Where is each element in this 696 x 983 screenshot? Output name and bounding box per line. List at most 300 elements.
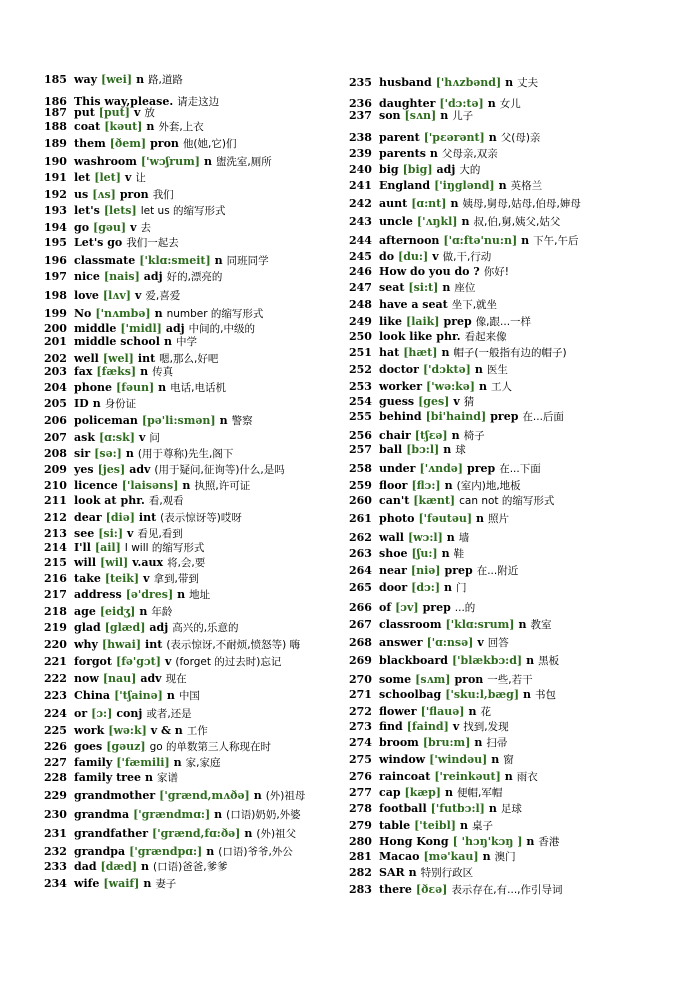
entry-number: 211 [44,494,67,507]
entry-meaning: 叔,伯,舅,姨父,姑父 [473,216,561,228]
entry-number: 190 [44,155,67,168]
entry-word: under [379,462,416,475]
entry-phonetic: [ail] [94,541,121,554]
entry-word: middle [74,322,117,335]
entry-phonetic: [ 'hɔŋ'kɔŋ ] [452,835,523,848]
entry-phonetic: [lʌv] [102,289,131,302]
entry-phonetic: [ðɛə] [415,883,448,896]
vocab-entry [44,740,271,754]
vocab-entry [44,771,178,785]
entry-part-of-speech: n [504,770,513,783]
entry-meaning: 年龄 [151,606,173,618]
entry-part-of-speech: adv [129,463,151,476]
entry-number: 263 [349,547,372,560]
entry-phonetic: ['ʌŋkl] [416,215,458,228]
entry-phonetic: [hwai] [101,638,142,651]
vocab-entry [349,688,556,702]
entry-number: 231 [44,827,67,840]
entry-part-of-speech: n [141,860,150,873]
entry-phonetic: [faind] [406,720,449,733]
vocab-entry [44,188,174,202]
entry-part-of-speech: adv [140,672,162,685]
entry-phonetic: ['klɑ:smeit] [139,254,211,267]
vocab-entry [44,236,179,250]
entry-word: there [379,883,412,896]
entry-word: now [74,672,99,685]
entry-word: broom [379,736,419,749]
entry-phonetic: ['grænd,fɑ:ðə] [152,827,241,840]
entry-number: 212 [44,511,67,524]
entry-part-of-speech: n [442,281,451,294]
entry-part-of-speech: n [146,120,155,133]
entry-number: 266 [349,601,372,614]
entry-meaning: 将,会,要 [167,557,206,569]
entry-number: 253 [349,380,372,393]
entry-meaning: 鞋 [453,548,465,560]
entry-part-of-speech: adj [143,270,163,283]
entry-number: 274 [349,736,372,749]
entry-word: take [74,572,101,585]
entry-part-of-speech: n [488,802,497,815]
entry-word: ID [74,397,89,410]
entry-number: 188 [44,120,67,133]
entry-part-of-speech: n [518,618,527,631]
vocab-entry [44,827,296,841]
entry-word: grandmother [74,789,156,802]
entry-phonetic: ['klɑ:srum] [445,618,515,631]
entry-number: 269 [349,654,372,667]
entry-number: 247 [349,281,372,294]
entry-number: 185 [44,73,67,86]
entry-number: 228 [44,771,67,784]
entry-part-of-speech: n [136,73,145,86]
entry-word: Macao [379,850,420,863]
entry-word: guess [379,395,415,408]
entry-number: 198 [44,289,67,302]
entry-meaning: can not 的缩写形式 [459,495,555,507]
vocab-entry [44,707,192,721]
entry-phonetic: [diə] [105,511,135,524]
entry-number: 210 [44,479,67,492]
entry-number: 199 [44,307,67,320]
entry-number: 219 [44,621,67,634]
entry-meaning: 英格兰 [510,180,543,192]
entry-meaning: 中国 [178,690,200,702]
entry-part-of-speech: conj [116,707,143,720]
vocab-entry [44,621,239,635]
entry-meaning: 澳门 [494,851,516,863]
vocab-entry [349,197,581,211]
entry-meaning: 看起来像 [464,331,507,343]
entry-phonetic: [sə:] [94,447,122,460]
entry-phonetic: [bɔ:l] [406,443,440,456]
entry-word: dad [74,860,97,873]
entry-part-of-speech: pron [454,673,484,686]
entry-phonetic: ['fæmili] [116,756,170,769]
entry-meaning: 丈夫 [517,77,539,89]
vocab-entry [349,109,473,123]
entry-part-of-speech: n [476,512,485,525]
entry-number: 194 [44,221,67,234]
entry-phonetic: [pə'li:smən] [141,414,216,427]
entry-part-of-speech: n [154,307,163,320]
entry-part-of-speech: adj [149,621,169,634]
entry-word: us [74,188,89,201]
entry-meaning: 我们 [152,189,174,201]
entry-phonetic: [mə'kau] [423,850,479,863]
vocab-entry [349,346,567,360]
entry-word: England [379,179,431,192]
entry-word: aunt [379,197,408,210]
entry-number: 280 [349,835,372,848]
entry-meaning: 做,干,行动 [442,251,492,263]
entry-part-of-speech: n [488,131,497,144]
entry-part-of-speech: n [482,850,491,863]
entry-meaning: 像,跟...一样 [475,316,532,328]
entry-part-of-speech: v [138,431,146,444]
entry-phonetic: [fæks] [96,365,137,378]
entry-meaning: (表示惊讶,不耐烦,愤怒等) 嗨 [166,639,301,651]
entry-number: 196 [44,254,67,267]
entry-meaning: 让 [135,172,146,184]
entry-word: some [379,673,412,686]
vocab-entry [349,429,485,443]
entry-word: glad [74,621,101,634]
entry-meaning: 高兴的,乐意的 [172,622,239,634]
entry-meaning: 身份证 [104,398,137,410]
vocab-entry [349,512,509,526]
entry-word: see [74,527,95,540]
vocab-entry [349,819,493,833]
entry-number: 273 [349,720,372,733]
entry-phonetic: [gəuz] [106,740,146,753]
entry-number: 275 [349,753,372,766]
entry-part-of-speech: n [206,845,215,858]
entry-number: 197 [44,270,67,283]
entry-part-of-speech: v [143,572,150,585]
vocab-entry [44,463,285,477]
entry-number: 195 [44,236,67,249]
entry-number: 262 [349,531,372,544]
entry-meaning: 大的 [459,164,481,176]
entry-part-of-speech: n [498,179,507,192]
entry-part-of-speech: prep [467,462,496,475]
entry-word: No [74,307,92,320]
vocab-entry [349,883,563,897]
entry-number: 202 [44,352,67,365]
entry-number: 242 [349,197,372,210]
entry-phonetic: ['grændmɑ:] [133,808,211,821]
entry-word: classroom [379,618,442,631]
vocab-entry [44,655,281,669]
entry-number: 272 [349,705,372,718]
entry-meaning: number 的缩写形式 [166,308,264,320]
entry-part-of-speech: n [253,789,262,802]
entry-phonetic: [hæt] [403,346,438,359]
entry-number: 283 [349,883,372,896]
entry-part-of-speech: v [452,720,460,733]
vocab-entry [44,352,218,366]
entry-number: 213 [44,527,67,540]
entry-number: 220 [44,638,67,651]
entry-number: 255 [349,410,372,423]
vocab-entry [349,380,512,394]
entry-meaning: 回答 [487,637,509,649]
entry-meaning: 在...附近 [476,565,519,577]
entry-number: 281 [349,850,372,863]
entry-part-of-speech: n [446,531,455,544]
entry-word: Let's go [74,236,123,249]
entry-part-of-speech: n [440,109,449,122]
entry-word: afternoon [379,234,440,247]
entry-word: licence [74,479,118,492]
entry-part-of-speech: n [505,76,514,89]
entry-part-of-speech: n [526,654,535,667]
entry-phonetic: [laik] [405,315,440,328]
entry-number: 209 [44,463,67,476]
entry-word: or [74,707,88,720]
entry-phonetic: ['sku:l,bæg] [445,688,520,701]
entry-number: 205 [44,397,67,410]
entry-part-of-speech: n [408,866,417,879]
entry-phonetic: [bi'haind] [425,410,487,423]
entry-word: blackboard [379,654,448,667]
entry-word: behind [379,410,422,423]
entry-phonetic: [ʌs] [92,188,116,201]
entry-meaning: 警察 [231,415,253,427]
entry-word: answer [379,636,423,649]
entry-phonetic: [sʌn] [404,109,437,122]
entry-meaning: 中间的,中级的 [188,323,256,335]
entry-number: 192 [44,188,67,201]
entry-number: 261 [349,512,372,525]
entry-part-of-speech: v.aux [132,556,164,569]
entry-meaning: 请走这边 [177,96,220,108]
entry-meaning: 椅子 [463,430,485,442]
entry-phonetic: ['futbɔ:l] [430,802,485,815]
entry-number: 227 [44,756,67,769]
entry-part-of-speech: n [166,689,175,702]
entry-phonetic: ['grændpɑ:] [129,845,203,858]
entry-part-of-speech: adj [165,322,185,335]
entry-word: floor [379,479,408,492]
entry-number: 236 [349,97,372,110]
entry-number: 230 [44,808,67,821]
entry-phonetic: [put] [98,106,130,119]
entry-word: let's [74,204,100,217]
entry-word: window [379,753,426,766]
entry-part-of-speech: n [177,588,186,601]
entry-meaning: ...的 [454,602,476,614]
entry-word: This way,please. [74,95,174,108]
entry-phonetic: [wil] [100,556,129,569]
entry-phonetic: [sʌm] [415,673,451,686]
entry-phonetic: [si:t] [408,281,439,294]
entry-word: chair [379,429,411,442]
entry-word: yes [74,463,94,476]
entry-number: 235 [349,76,372,89]
entry-phonetic: [big] [402,163,433,176]
entry-meaning: 便帽,军帽 [456,787,503,799]
entry-part-of-speech: n [441,547,450,560]
entry-number: 225 [44,724,67,737]
vocab-entry [349,179,542,193]
entry-meaning: 女儿 [499,98,521,110]
entry-number: 249 [349,315,372,328]
entry-part-of-speech: n [450,197,459,210]
entry-meaning: 地址 [189,589,211,601]
vocab-entry [44,73,183,87]
entry-meaning: (forget 的过去时)忘记 [175,656,282,668]
entry-phonetic: [glæd] [104,621,146,634]
entry-phonetic: ['windəu] [429,753,488,766]
entry-meaning: 路,道路 [148,74,183,86]
entry-part-of-speech: n [461,215,470,228]
entry-phonetic: [lets] [103,204,137,217]
entry-part-of-speech: n [139,605,148,618]
vocab-entry [349,215,560,229]
entry-meaning: I will 的缩写形式 [124,542,205,554]
entry-word: have a seat [379,298,448,311]
entry-phonetic: ['fəutəu] [418,512,473,525]
entry-word: near [379,564,407,577]
entry-part-of-speech: prep [422,601,451,614]
entry-part-of-speech: n [487,97,496,110]
entry-meaning: 外套,上衣 [158,121,204,133]
entry-part-of-speech: v [130,221,137,234]
entry-meaning: 下午,午后 [533,235,579,247]
entry-phonetic: ['hʌzbənd] [435,76,502,89]
entry-word: daughter [379,97,436,110]
vocab-entry [349,581,467,595]
entry-number: 248 [349,298,372,311]
entry-part-of-speech: v [477,636,484,649]
entry-meaning: (室内)地,地板 [456,480,521,492]
vocab-entry [44,494,184,508]
vocab-entry [349,494,554,508]
entry-meaning: (外)祖父 [256,828,297,840]
entry-word: parent [379,131,420,144]
entry-meaning: 现在 [165,673,187,685]
entry-word: door [379,581,408,594]
vocab-entry [349,786,502,800]
entry-phonetic: [ɑ:sk] [98,431,135,444]
entry-number: 258 [349,462,372,475]
vocab-entry [44,322,255,336]
vocab-entry [44,137,236,151]
entry-word: worker [379,380,423,393]
entry-part-of-speech: v [127,527,134,540]
entry-word: them [74,137,106,150]
vocab-entry [44,254,269,268]
entry-word: family tree [74,771,141,784]
entry-part-of-speech: n [474,736,483,749]
vocab-entry [44,724,208,738]
entry-part-of-speech: n [478,380,487,393]
vocab-entry [44,447,233,461]
entry-number: 238 [349,131,372,144]
entry-part-of-speech: n [143,877,152,890]
entry-part-of-speech: phr. [120,494,145,507]
entry-meaning: 中学 [175,336,197,348]
entry-part-of-speech: n [219,414,228,427]
entry-word: football [379,802,427,815]
entry-meaning: 好的,漂亮的 [166,271,223,283]
entry-number: 245 [349,250,372,263]
vocab-entry [349,564,518,578]
entry-word: do [379,250,395,263]
entry-part-of-speech: n [144,771,153,784]
entry-part-of-speech: n [459,819,468,832]
entry-word: grandma [74,808,130,821]
entry-phonetic: ['ɑ:ftə'nu:n] [443,234,518,247]
entry-word: age [74,605,96,618]
vocab-entry [349,753,514,767]
vocab-entry [349,720,509,734]
entry-part-of-speech: n [474,363,483,376]
entry-number: 215 [44,556,67,569]
entry-word: son [379,109,401,122]
entry-phonetic: ['nʌmbə] [95,307,151,320]
entry-phonetic: ['reinkəut] [434,770,501,783]
entry-number: 193 [44,204,67,217]
vocab-entry [44,270,222,284]
vocab-entry [44,689,200,703]
entry-meaning: 雨衣 [516,771,538,783]
vocab-entry [44,845,293,859]
entry-word: middle school [74,335,160,348]
entry-phonetic: [kænt] [413,494,456,507]
entry-phonetic: [waif] [103,877,140,890]
entry-meaning: 嗯,那么,好吧 [159,353,219,365]
entry-word: can't [379,494,410,507]
entry-number: 257 [349,443,372,456]
vocab-entry [44,877,176,891]
vocab-entry [349,298,497,312]
entry-number: 222 [44,672,67,685]
entry-part-of-speech: n [441,346,450,359]
vocab-entry [349,835,559,849]
entry-part-of-speech: n [182,479,191,492]
entry-phonetic: [kəut] [104,120,143,133]
entry-phonetic: [ʃu:] [411,547,438,560]
entry-meaning: 照片 [488,513,510,525]
vocab-entry [44,307,263,321]
vocab-entry [44,789,305,803]
entry-part-of-speech: n [444,581,453,594]
entry-part-of-speech: n [163,335,172,348]
entry-word: look at [74,494,117,507]
vocab-entry [349,636,509,650]
entry-phonetic: [dæd] [100,860,138,873]
entry-meaning: (表示惊讶等)哎呀 [160,512,242,524]
entry-meaning: 表示存在,有...,作引导词 [451,884,563,896]
entry-part-of-speech: n [125,447,134,460]
entry-part-of-speech: n [244,827,253,840]
entry-word: find [379,720,403,733]
entry-meaning: (口语)爷爷,外公 [218,846,293,858]
entry-phonetic: ['ʌndə] [419,462,464,475]
entry-phonetic: ['wə:kə] [426,380,475,393]
entry-word: How do you do ? [379,265,480,278]
entry-phonetic: [wei] [101,73,133,86]
entry-number: 264 [349,564,372,577]
entry-number: 276 [349,770,372,783]
entry-part-of-speech: n [158,381,167,394]
entry-part-of-speech: n [523,688,532,701]
vocab-entry [349,866,473,880]
entry-part-of-speech: v & n [150,724,183,737]
